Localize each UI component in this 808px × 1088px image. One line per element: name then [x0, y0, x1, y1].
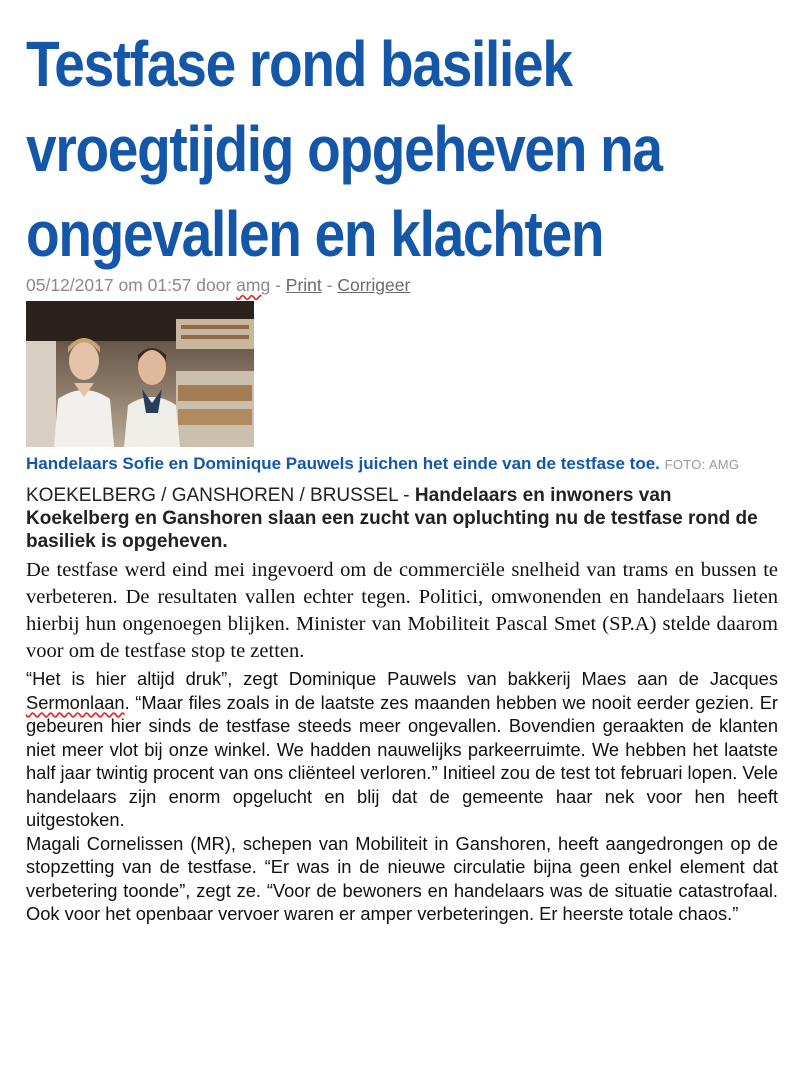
caption-text: Handelaars Sofie en Dominique Pauwels juichen het einde van de testfase toe.	[26, 454, 660, 473]
shop-photo-illustration	[26, 301, 254, 447]
article-headline: Testfase rond basiliek vroegtijdig opgeheven na ongevallen en klachten	[26, 28, 662, 270]
meta-separator: -	[270, 275, 286, 295]
body-paragraph-1: De testfase werd eind mei ingevoerd om de commerciële snelheid van trams en bussen te verbeteren. De resultaten vallen echter tegen. Politici, omwonenden en handelaars lieten hierbij hun ongenoegen blijken. Minister van Mobiliteit Pascal Smet (SP.A) stelde daarom voor om de testfase stop te zetten.	[26, 559, 778, 662]
lead-intro: Handelaars en inwoners van Koekelberg en Ganshoren slaan een zucht van opluchting nu de testfase rond de basiliek is opgeheven.	[26, 485, 758, 552]
correct-link[interactable]: Corrigeer	[337, 275, 411, 295]
paragraph-2-end: . “Maar files zoals in de laatste zes maanden hebben we nooit eerder gezien. Er gebeuren hier sinds de testfase steeds meer ongevallen. Bovendien geraakten de klanten niet meer vlot bij onze winkel. We hadden nauwelijks parkeerruimte. We hebben het laatste half jaar twintig procent van ons cliënteel verloren.” Initieel zou de test tot februari lopen. Vele handelaars zijn enorm opgelucht en blij dat de gemeente haar nek voor hen heeft uitgestoken.	[26, 691, 778, 830]
body-paragraph-2	[26, 667, 778, 832]
article-photo	[26, 301, 254, 447]
photo-caption	[26, 453, 766, 475]
body-paragraph-3: Magali Cornelissen (MR), schepen van Mobiliteit in Ganshoren, heeft aangedrongen op de stopzetting van de testfase. “Er was in de nieuwe circulatie bijna geen enkel element dat verbetering toonde”, zegt ze. “Voor de bewoners en handelaars was de situatie catastrofaal. Ook voor het openbaar vervoer waren er amper verbeteringen. Er heerste totale chaos.”	[26, 832, 778, 924]
photo-credit: FOTO: AMG	[664, 457, 740, 472]
street-name: Sermonlaan	[26, 691, 125, 713]
paragraph-2-start: “Het is hier altijd druk”, zegt Dominique Pauwels van bakkerij Maes aan de Jacques	[26, 668, 778, 689]
publish-date: 05/12/2017 om 01:57 door	[26, 275, 237, 295]
print-link[interactable]: Print	[285, 275, 322, 295]
article-lead	[26, 484, 778, 553]
dateline: KOEKELBERG / GANSHOREN / BRUSSEL -	[26, 485, 415, 506]
meta-separator: -	[321, 275, 338, 295]
author-name: amg	[236, 275, 271, 295]
